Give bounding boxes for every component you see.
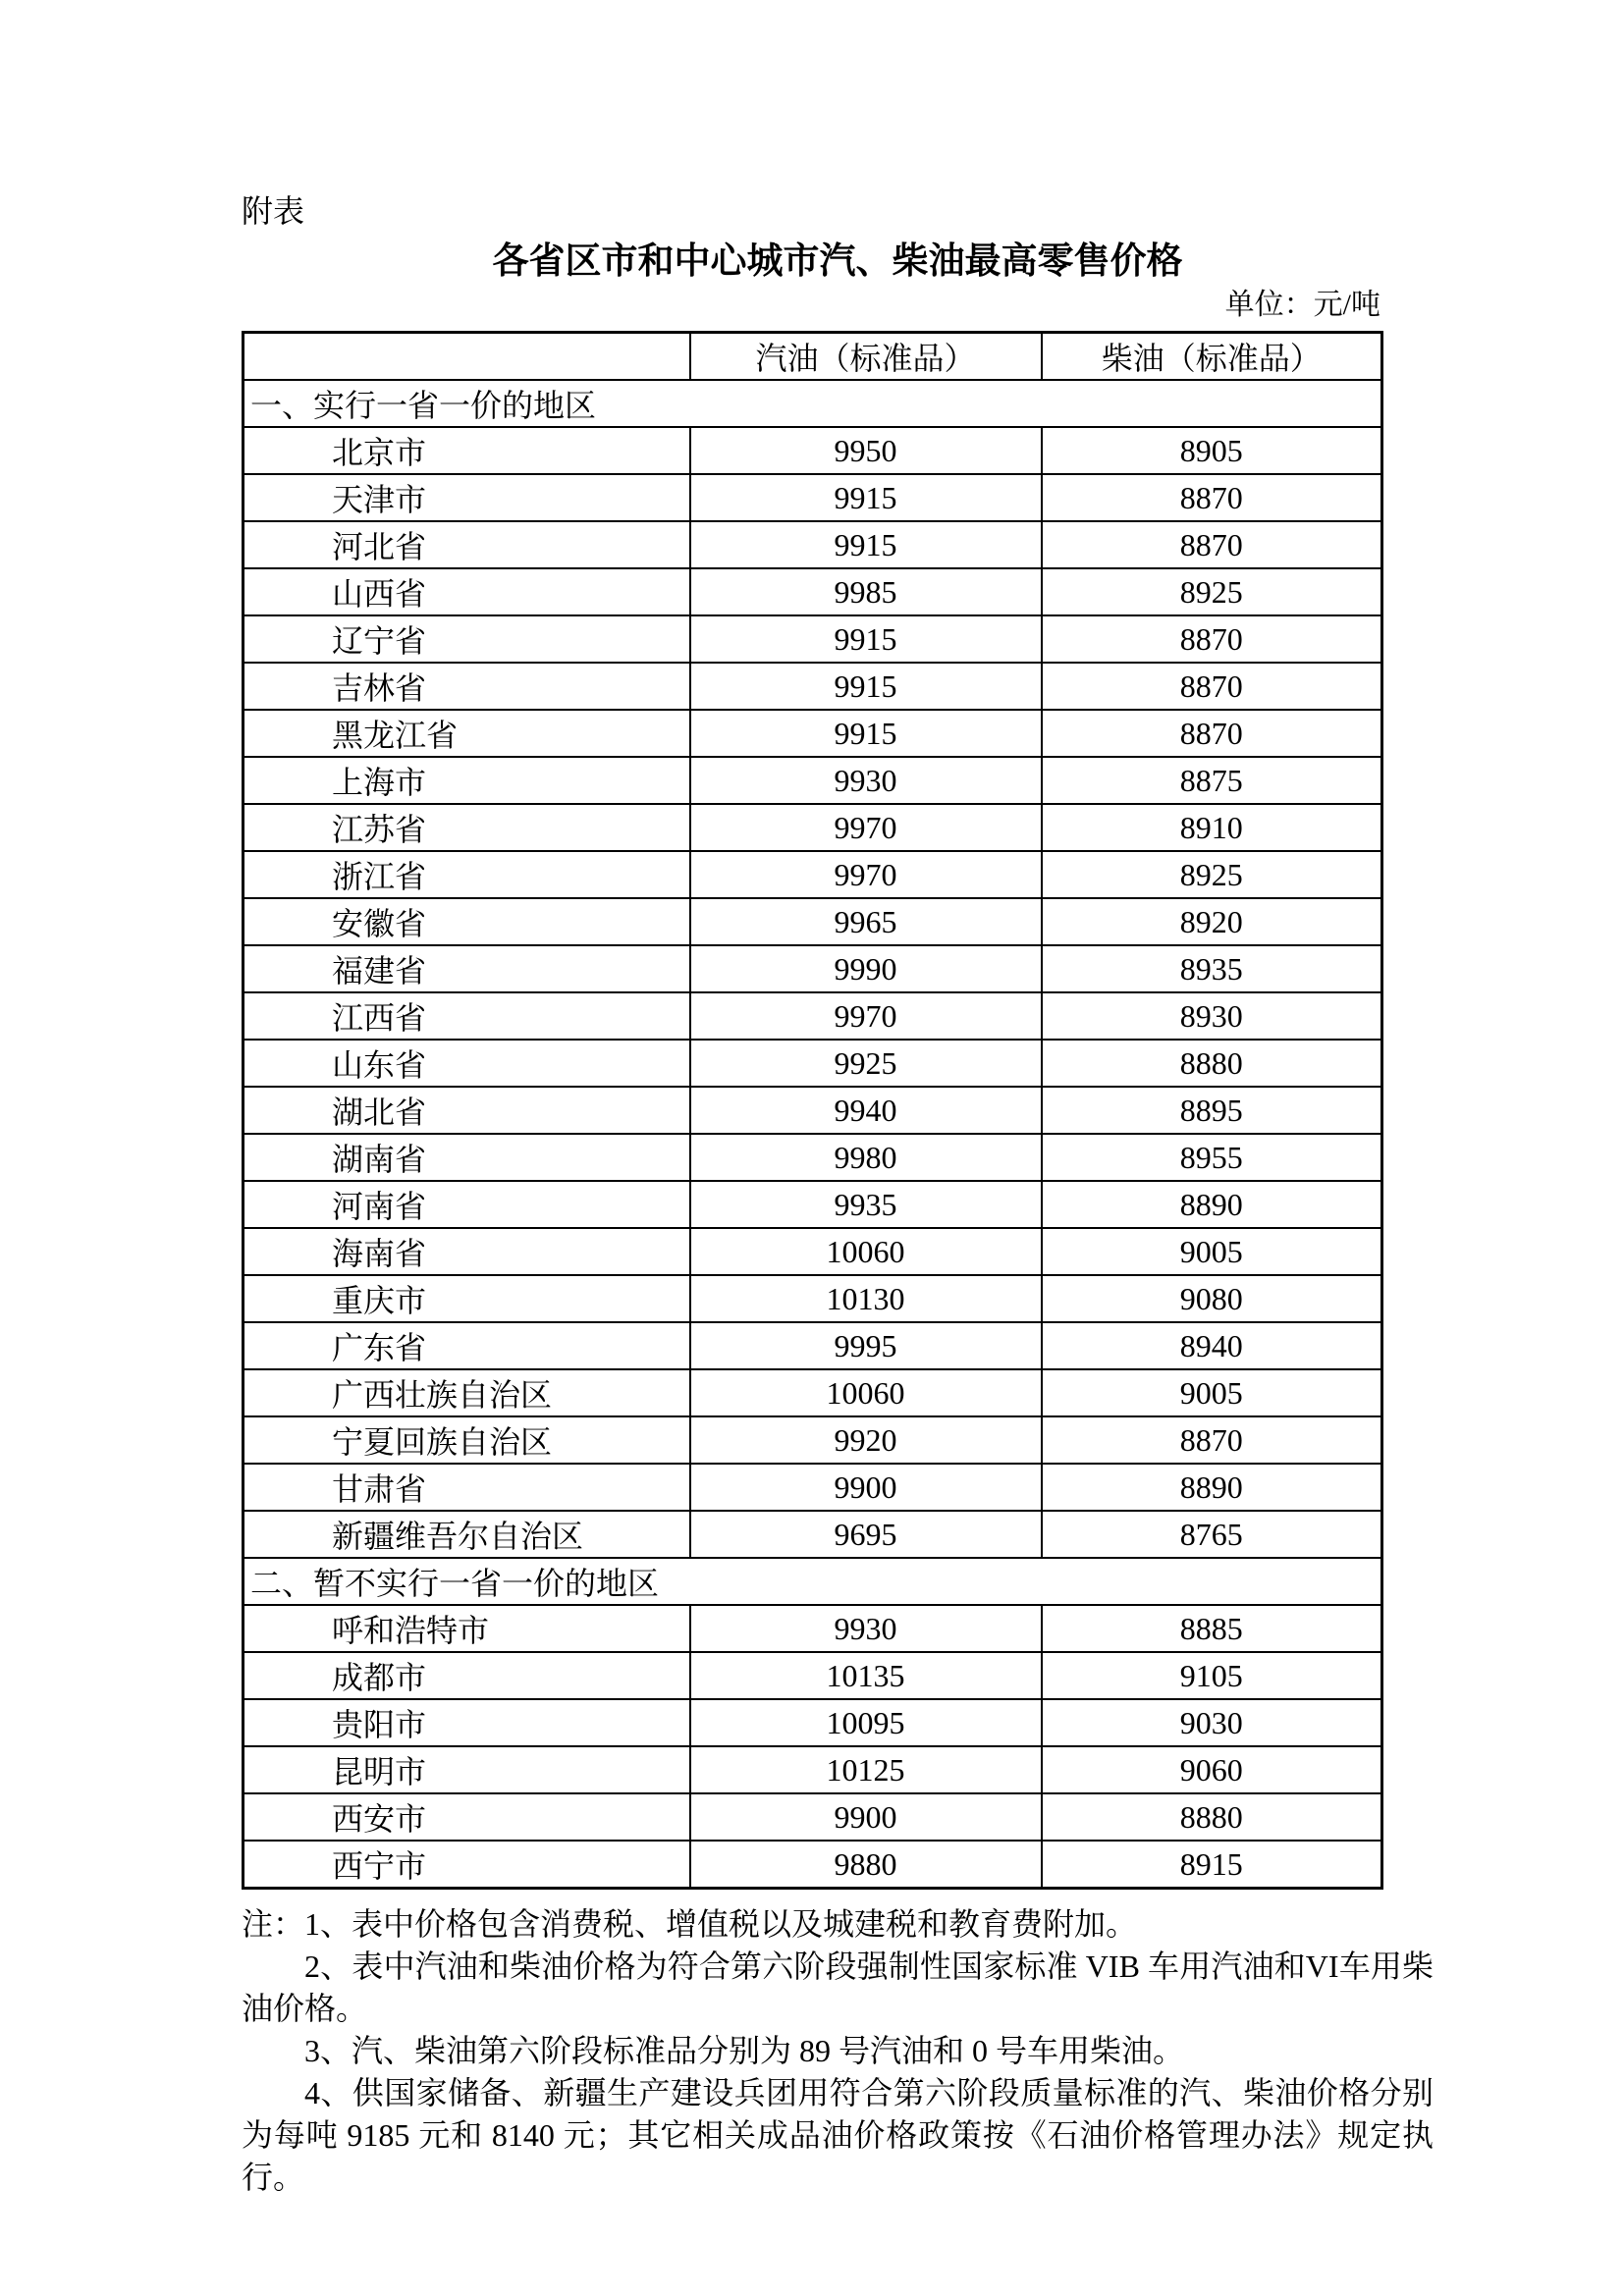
diesel-price-cell: 8955 <box>1042 1134 1382 1181</box>
table-header-row <box>244 333 1382 381</box>
diesel-price-cell: 9105 <box>1042 1652 1382 1699</box>
gasoline-price-cell: 9695 <box>690 1511 1042 1558</box>
table-row <box>244 615 1382 663</box>
gasoline-price-cell: 10125 <box>690 1746 1042 1793</box>
col-header-gasoline: 汽油（标准品） <box>690 333 1042 381</box>
region-cell: 西安市 <box>244 1793 690 1841</box>
region-cell: 成都市 <box>244 1652 690 1699</box>
note-3: 3、汽、柴油第六阶段标准品分别为 89 号汽油和 0 号车用柴油。 <box>304 2033 1185 2068</box>
diesel-price-cell: 8925 <box>1042 568 1382 615</box>
gasoline-price-cell: 9965 <box>690 898 1042 945</box>
region-cell: 吉林省 <box>244 663 690 710</box>
diesel-price-cell: 8870 <box>1042 710 1382 757</box>
region-cell: 上海市 <box>244 757 690 804</box>
gasoline-price-cell: 9970 <box>690 851 1042 898</box>
table-row <box>244 710 1382 757</box>
diesel-price-cell: 8935 <box>1042 945 1382 992</box>
diesel-price-cell: 8880 <box>1042 1793 1382 1841</box>
gasoline-price-cell: 9970 <box>690 992 1042 1040</box>
price-table <box>242 331 1383 1890</box>
gasoline-price-cell: 9935 <box>690 1181 1042 1228</box>
table-row <box>244 1841 1382 1889</box>
region-cell: 广东省 <box>244 1322 690 1369</box>
region-cell: 贵阳市 <box>244 1699 690 1746</box>
gasoline-price-cell: 10135 <box>690 1652 1042 1699</box>
table-row <box>244 1605 1382 1652</box>
page-title: 各省区市和中心城市汽、柴油最高零售价格 <box>492 240 1183 281</box>
table-row <box>244 1793 1382 1841</box>
diesel-price-cell: 8885 <box>1042 1605 1382 1652</box>
gasoline-price-cell: 9940 <box>690 1087 1042 1134</box>
table-row <box>244 521 1382 568</box>
gasoline-price-cell: 10060 <box>690 1228 1042 1275</box>
region-cell: 昆明市 <box>244 1746 690 1793</box>
diesel-price-cell: 8875 <box>1042 757 1382 804</box>
region-cell: 黑龙江省 <box>244 710 690 757</box>
gasoline-price-cell: 9985 <box>690 568 1042 615</box>
diesel-price-cell: 9060 <box>1042 1746 1382 1793</box>
gasoline-price-cell: 9995 <box>690 1322 1042 1369</box>
region-cell: 河北省 <box>244 521 690 568</box>
table-row <box>244 898 1382 945</box>
gasoline-price-cell: 9925 <box>690 1040 1042 1087</box>
region-cell: 海南省 <box>244 1228 690 1275</box>
note-4: 4、供国家储备、新疆生产建设兵团用符合第六阶段质量标准的汽、柴油价格分别为每吨 9185 元和 8140 元；其它相关成品油价格政策按《石油价格管理办法》规定执行。 <box>242 2075 1434 2195</box>
table-row <box>244 945 1382 992</box>
table-row <box>244 1416 1382 1464</box>
table-row <box>244 1181 1382 1228</box>
diesel-price-cell: 8925 <box>1042 851 1382 898</box>
region-cell: 西宁市 <box>244 1841 690 1889</box>
diesel-price-cell: 8870 <box>1042 474 1382 521</box>
col-header-region <box>244 333 690 381</box>
table-row <box>244 1040 1382 1087</box>
table-row <box>244 1275 1382 1322</box>
region-cell: 湖北省 <box>244 1087 690 1134</box>
notes-block <box>242 1903 1434 2199</box>
gasoline-price-cell: 9980 <box>690 1134 1042 1181</box>
gasoline-price-cell: 10060 <box>690 1369 1042 1416</box>
gasoline-price-cell: 9990 <box>690 945 1042 992</box>
note-1: 注：1、表中价格包含消费税、增值税以及城建税和教育费附加。 <box>242 1906 1138 1942</box>
gasoline-price-cell: 9880 <box>690 1841 1042 1889</box>
diesel-price-cell: 9005 <box>1042 1228 1382 1275</box>
gasoline-price-cell: 9920 <box>690 1416 1042 1464</box>
diesel-price-cell: 9080 <box>1042 1275 1382 1322</box>
gasoline-price-cell: 9915 <box>690 474 1042 521</box>
diesel-price-cell: 9030 <box>1042 1699 1382 1746</box>
diesel-price-cell: 8940 <box>1042 1322 1382 1369</box>
section-heading: 一、实行一省一价的地区 <box>244 380 1382 427</box>
diesel-price-cell: 8905 <box>1042 427 1382 474</box>
table-row <box>244 1228 1382 1275</box>
gasoline-price-cell: 9930 <box>690 1605 1042 1652</box>
region-cell: 重庆市 <box>244 1275 690 1322</box>
table-row <box>244 568 1382 615</box>
gasoline-price-cell: 9915 <box>690 710 1042 757</box>
gasoline-price-cell: 9915 <box>690 663 1042 710</box>
region-cell: 浙江省 <box>244 851 690 898</box>
region-cell: 江西省 <box>244 992 690 1040</box>
table-row <box>244 474 1382 521</box>
region-cell: 甘肃省 <box>244 1464 690 1511</box>
table-row <box>244 1511 1382 1558</box>
region-cell: 新疆维吾尔自治区 <box>244 1511 690 1558</box>
table-row <box>244 1369 1382 1416</box>
unit-label: 单位：元/吨 <box>1224 289 1380 321</box>
table-row <box>244 804 1382 851</box>
diesel-price-cell: 8870 <box>1042 521 1382 568</box>
diesel-price-cell: 8930 <box>1042 992 1382 1040</box>
region-cell: 宁夏回族自治区 <box>244 1416 690 1464</box>
gasoline-price-cell: 9900 <box>690 1793 1042 1841</box>
diesel-price-cell: 8870 <box>1042 615 1382 663</box>
region-cell: 广西壮族自治区 <box>244 1369 690 1416</box>
price-table-body <box>244 380 1382 1889</box>
region-cell: 安徽省 <box>244 898 690 945</box>
appendix-label: 附表 <box>242 193 305 229</box>
gasoline-price-cell: 9970 <box>690 804 1042 851</box>
gasoline-price-cell: 9900 <box>690 1464 1042 1511</box>
table-row <box>244 1134 1382 1181</box>
section-row <box>244 1558 1382 1605</box>
section-heading: 二、暂不实行一省一价的地区 <box>244 1558 1382 1605</box>
region-cell: 江苏省 <box>244 804 690 851</box>
region-cell: 湖南省 <box>244 1134 690 1181</box>
table-row <box>244 1464 1382 1511</box>
region-cell: 河南省 <box>244 1181 690 1228</box>
region-cell: 福建省 <box>244 945 690 992</box>
diesel-price-cell: 8910 <box>1042 804 1382 851</box>
region-cell: 呼和浩特市 <box>244 1605 690 1652</box>
gasoline-price-cell: 9915 <box>690 615 1042 663</box>
diesel-price-cell: 8890 <box>1042 1181 1382 1228</box>
section-row <box>244 380 1382 427</box>
table-row <box>244 851 1382 898</box>
region-cell: 天津市 <box>244 474 690 521</box>
diesel-price-cell: 8915 <box>1042 1841 1382 1889</box>
diesel-price-cell: 8765 <box>1042 1511 1382 1558</box>
table-row <box>244 1746 1382 1793</box>
region-cell: 北京市 <box>244 427 690 474</box>
diesel-price-cell: 8920 <box>1042 898 1382 945</box>
col-header-diesel: 柴油（标准品） <box>1042 333 1382 381</box>
table-row <box>244 1699 1382 1746</box>
table-row <box>244 1322 1382 1369</box>
diesel-price-cell: 8870 <box>1042 663 1382 710</box>
gasoline-price-cell: 9930 <box>690 757 1042 804</box>
gasoline-price-cell: 10130 <box>690 1275 1042 1322</box>
region-cell: 山西省 <box>244 568 690 615</box>
diesel-price-cell: 8890 <box>1042 1464 1382 1511</box>
gasoline-price-cell: 9915 <box>690 521 1042 568</box>
diesel-price-cell: 8870 <box>1042 1416 1382 1464</box>
diesel-price-cell: 9005 <box>1042 1369 1382 1416</box>
gasoline-price-cell: 9950 <box>690 427 1042 474</box>
region-cell: 山东省 <box>244 1040 690 1087</box>
diesel-price-cell: 8880 <box>1042 1040 1382 1087</box>
note-2: 2、表中汽油和柴油价格为符合第六阶段强制性国家标准 VIB 车用汽油和VI车用柴油价格。 <box>242 1949 1434 2026</box>
table-row <box>244 757 1382 804</box>
table-row <box>244 992 1382 1040</box>
table-row <box>244 427 1382 474</box>
table-row <box>244 1652 1382 1699</box>
table-row <box>244 1087 1382 1134</box>
region-cell: 辽宁省 <box>244 615 690 663</box>
table-row <box>244 663 1382 710</box>
diesel-price-cell: 8895 <box>1042 1087 1382 1134</box>
gasoline-price-cell: 10095 <box>690 1699 1042 1746</box>
